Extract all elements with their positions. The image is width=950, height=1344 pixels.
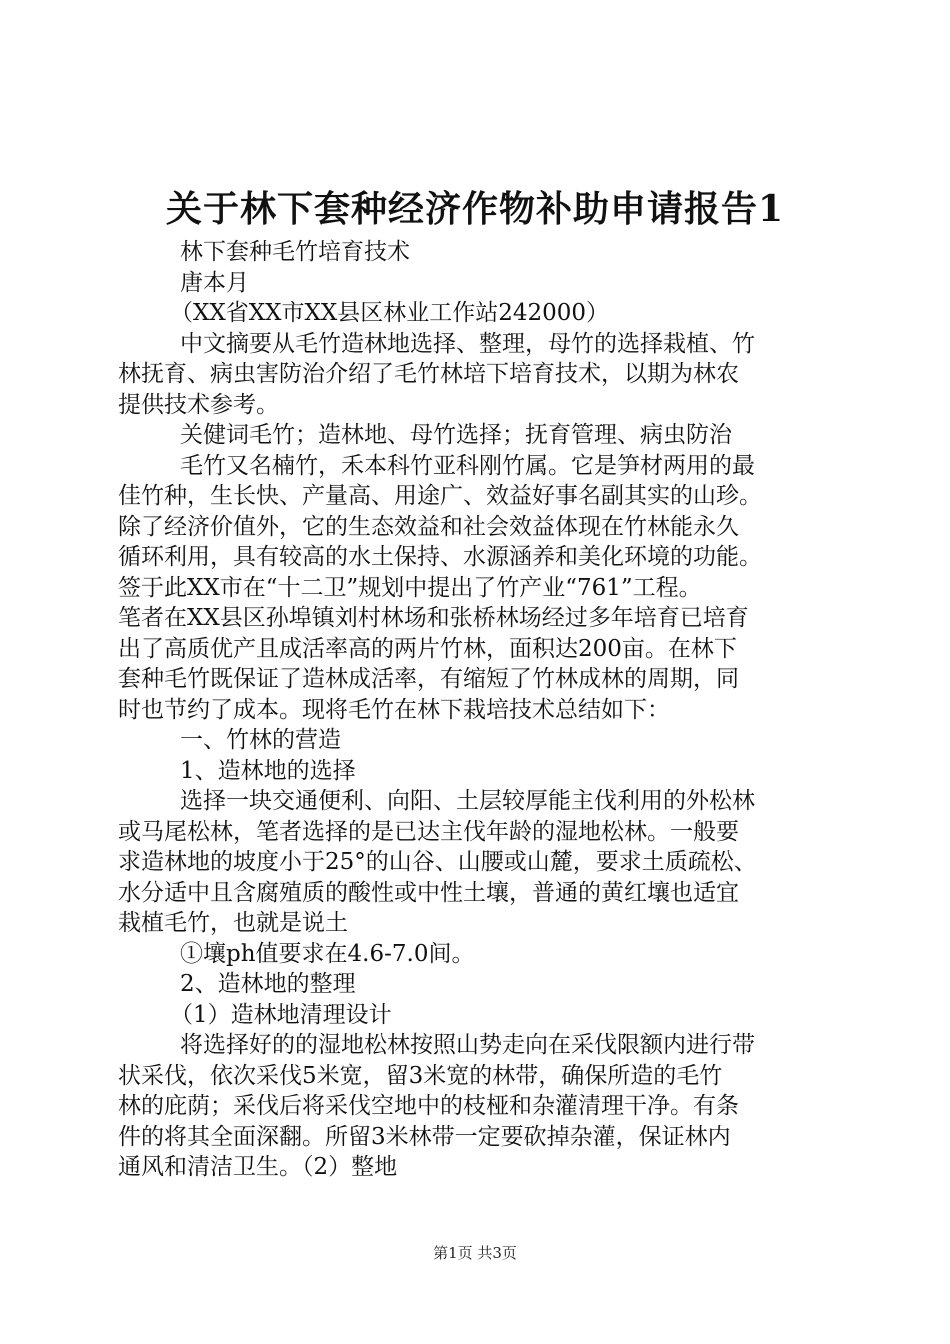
text-line: 一、竹林的营造: [180, 727, 341, 753]
text-line: 除了经济价值外，它的生态效益和社会效益体现在竹林能永久: [118, 513, 739, 540]
text-line: 林的庇荫；采伐后将采伐空地中的枝桠和杂灌清理干净。有条: [118, 1093, 739, 1119]
text-line: 唐本月: [180, 269, 249, 296]
text-line: 佳竹种，生长快、产量高、用途广、效益好事名副其实的山珍。: [118, 483, 762, 509]
text-line: 林抚育、病虫害防治介绍了毛竹林培下培育技术，以期为林农: [118, 361, 739, 387]
text-line: 选择一块交通便利、向阳、土层较厚能主伐利用的外松林: [180, 788, 755, 814]
text-line: 中文摘要从毛竹造林地选择、整理，母竹的选择栽植、竹: [180, 330, 755, 357]
text-line: 状采伐，依次采伐5米宽，留3米宽的林带，确保所造的毛竹: [118, 1062, 723, 1089]
text-line: 时也节约了成本。现将毛竹在林下栽培技术总结如下：: [118, 696, 670, 723]
text-line: 2、造林地的整理: [180, 971, 356, 997]
text-line: 毛竹又名楠竹，禾本科竹亚科刚竹属。它是笋材两用的最: [180, 452, 755, 479]
text-line: 提供技术参考。: [118, 391, 279, 418]
text-line: 件的将其全面深翻。所留3米林带一定要砍掉杂灌，保证林内: [118, 1123, 731, 1150]
text-line: 出了高质优产且成活率高的两片竹林，面积达200亩。在林下: [118, 635, 737, 662]
text-line: 水分适中且含腐殖质的酸性或中性土壤，普通的黄红壤也适宜: [118, 879, 739, 906]
document-body: [118, 237, 838, 1183]
text-line: 求造林地的坡度小于25°的山谷、山腰或山麓，要求土质疏松、: [118, 849, 757, 875]
text-line: 关健词毛竹；造林地、母竹选择；抚育管理、病虫防治: [180, 422, 732, 448]
text-line: 签于此XX市在“十二卫”规划中提出了竹产业“761”工程。: [118, 574, 702, 601]
document-title: 关于林下套种经济作物补助申请报告1: [165, 188, 785, 230]
text-line: （1）造林地清理设计: [170, 1001, 392, 1028]
text-line: 或马尾松林，笔者选择的是已达主伐年龄的湿地松林。一般要: [118, 818, 739, 845]
text-line: ①壤ph值要求在4.6-7.0间。: [180, 940, 475, 967]
page-footer: 第1页 共3页: [433, 1244, 517, 1262]
text-line: 循环利用，具有较高的水土保持、水源涵养和美化环境的功能。: [118, 544, 762, 570]
text-line: 1、造林地的选择: [180, 757, 356, 784]
text-line: 笔者在XX县区孙埠镇刘村林场和张桥林场经过多年培育已培育: [118, 605, 749, 631]
text-line: 将选择好的的湿地松林按照山势走向在采伐限额内进行带: [180, 1032, 755, 1058]
text-line: （XX省XX市XX县区林业工作站242000）: [170, 300, 610, 326]
text-line: 栽植毛竹，也就是说土: [118, 910, 348, 936]
text-line: 林下套种毛竹培育技术: [180, 239, 410, 265]
text-line: 套种毛竹既保证了造林成活率，有缩短了竹林成林的周期，同: [118, 666, 739, 692]
text-line: 通风和清洁卫生。（2）整地: [118, 1154, 398, 1180]
